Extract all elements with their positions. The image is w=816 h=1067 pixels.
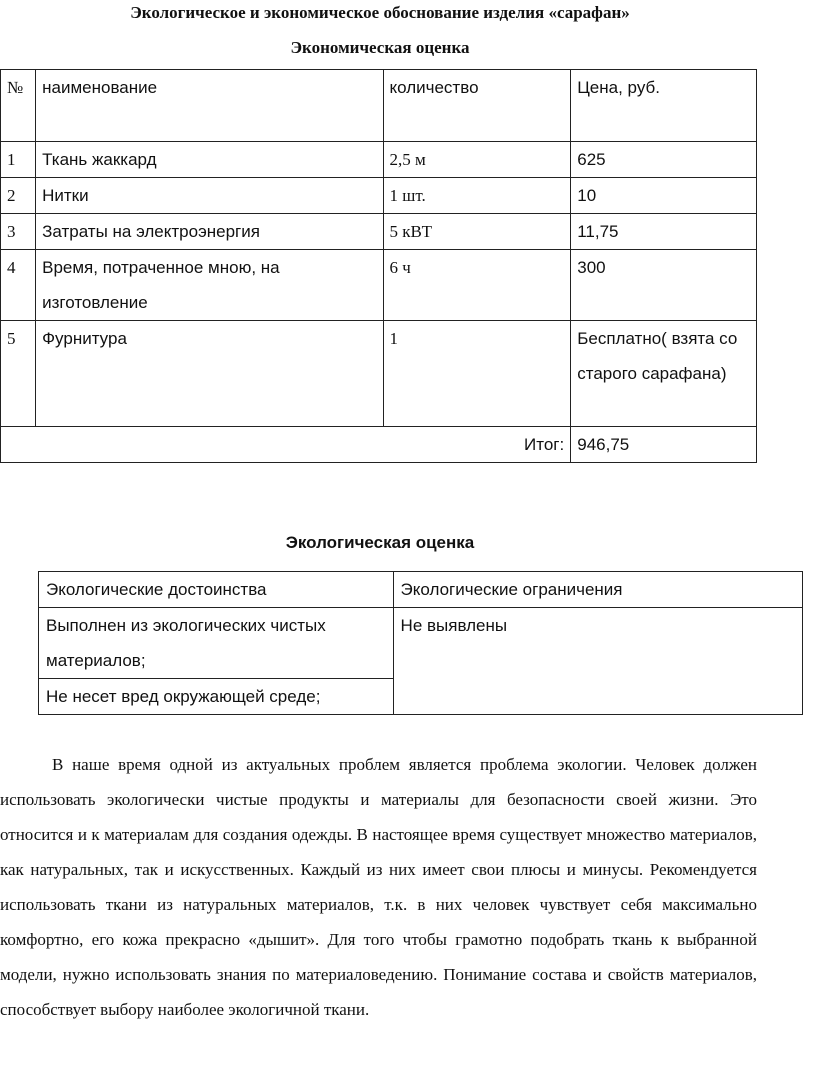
row-quantity: 5 кВТ: [383, 214, 571, 250]
row-price: 11,75: [571, 214, 757, 250]
table-row: [1, 178, 757, 214]
total-label: Итог:: [1, 427, 571, 463]
col-quantity-header: количество: [383, 70, 571, 142]
advantage-item: Не несет вред окружающей среде;: [39, 679, 394, 715]
row-number: 1: [1, 142, 36, 178]
total-row: [1, 427, 757, 463]
row-number: 4: [1, 250, 36, 321]
economic-table: [0, 69, 757, 463]
table-header-row: [1, 70, 757, 142]
table-row: [1, 142, 757, 178]
body-paragraph: В наше время одной из актуальных проблем является проблема экологии. Человек должен использовать экологически чистые продукты и материалы для безопасности своей жизни. Это относится и к материалам для создания одежды. В настоящее время существует множество материалов, как натуральных, так и искусственных. Каждый из них имеет свои плюсы и минусы. Рекомендуется использовать ткани из натуральных материалов, т.к. в них человек чувствует себя максимально комфортно, его кожа прекрасно «дышит». Для того чтобы грамотно подобрать ткань к выбранной модели, нужно использовать знания по материаловедению. Понимание состава и свойств материалов, способствует выбору наиболее экологичной ткани.: [0, 755, 757, 1019]
table-row: [1, 321, 757, 427]
row-quantity: 2,5 м: [383, 142, 571, 178]
row-price: 625: [571, 142, 757, 178]
row-quantity: 1: [383, 321, 571, 427]
eco-section-title: Экологическая оценка: [285, 533, 475, 552]
table-row: [1, 214, 757, 250]
col-price-header: Цена, руб.: [571, 70, 757, 142]
col-name-header: наименование: [36, 70, 383, 142]
row-name: Фурнитура: [36, 321, 383, 427]
advantage-item: Выполнен из экологических чистых материалов;: [39, 608, 394, 679]
limitations-header: Экологические ограничения: [393, 572, 802, 608]
row-price: 10: [571, 178, 757, 214]
row-quantity: 6 ч: [383, 250, 571, 321]
col-number-header: №: [1, 70, 36, 142]
row-name: Нитки: [36, 178, 383, 214]
advantages-header: Экологические достоинства: [39, 572, 394, 608]
row-price: 300: [571, 250, 757, 321]
eco-header-row: [39, 572, 803, 608]
row-number: 5: [1, 321, 36, 427]
row-price: Бесплатно( взята со старого сарафана): [571, 321, 757, 427]
document-title: Экологическое и экономическое обоснование изделия «сарафан»: [130, 3, 630, 22]
row-number: 2: [1, 178, 36, 214]
row-name: Время, потраченное мною, на изготовление: [36, 250, 383, 321]
limitations-cell: Не выявлены: [393, 608, 802, 715]
total-value: 946,75: [571, 427, 757, 463]
row-number: 3: [1, 214, 36, 250]
eco-row: [39, 608, 803, 679]
row-name: Ткань жаккард: [36, 142, 383, 178]
table-row: [1, 250, 757, 321]
eco-table: [38, 571, 803, 715]
economic-section-title: Экономическая оценка: [290, 38, 470, 57]
row-name: Затраты на электроэнергия: [36, 214, 383, 250]
row-quantity: 1 шт.: [383, 178, 571, 214]
